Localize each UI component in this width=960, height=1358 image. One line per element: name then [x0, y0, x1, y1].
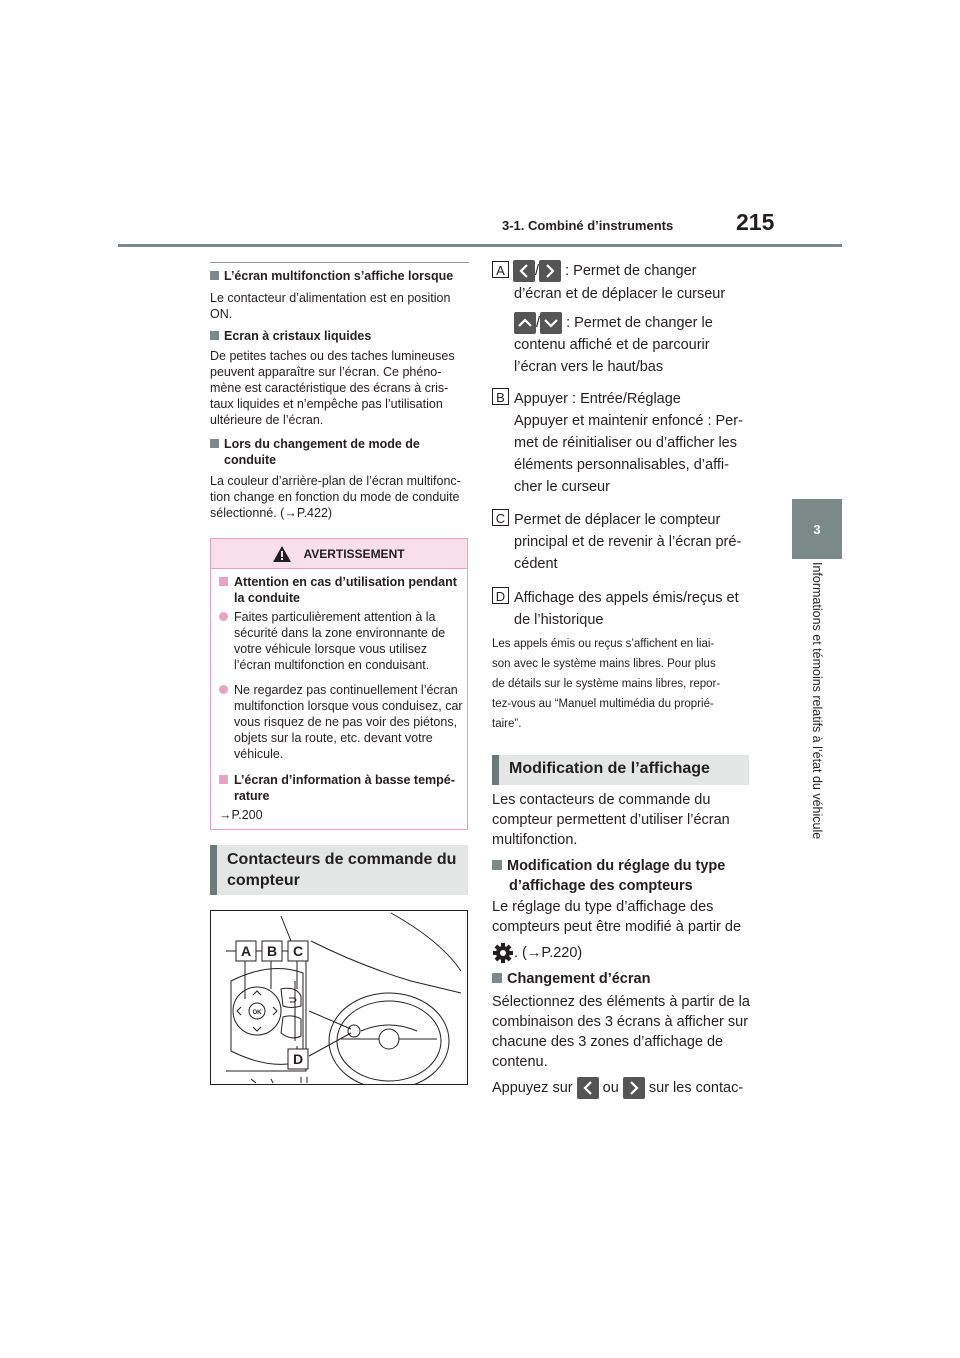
chevron-up-icon	[514, 312, 536, 334]
chevron-left-icon	[513, 260, 535, 282]
item-a-line: d’écran et de déplacer le curseur	[514, 286, 726, 302]
column-rule	[210, 262, 469, 263]
paragraph-1: Le réglage du type d’affichage des compteurs peut être modifié à partir de	[492, 899, 742, 935]
label-c: C	[492, 509, 509, 526]
paragraph-2: Sélectionnez des éléments à partir de la combinaison des 3 écrans à afficher sur chacune des 3 zones d’affichage de contenu.	[492, 994, 750, 1070]
slash: /	[536, 315, 541, 331]
note-text: La couleur d’arrière-plan de l’écran multifonc-tion change en fonction du mode de conduite sélectionné. (→P.422)	[210, 474, 461, 520]
warning-heading-1: Attention en cas d’utilisation pendant la conduite	[219, 574, 464, 606]
warning-triangle-icon	[273, 546, 291, 562]
figure-label-d: D	[292, 1051, 304, 1067]
intro-paragraph: Les contacteurs de commande du compteur permettent d’utiliser l’écran multifonction.	[492, 792, 730, 848]
section-heading-contacteurs: Contacteurs de commande du compteur	[210, 845, 468, 895]
warning-header	[211, 539, 467, 569]
steering-wheel-illustration	[211, 911, 468, 1085]
item-d	[492, 587, 509, 606]
item-a-updown	[514, 312, 774, 334]
chevron-right-icon	[539, 260, 561, 282]
chapter-tab	[792, 499, 842, 559]
paragraph-1-end: . (→P.220)	[492, 942, 752, 964]
note-heading: L’écran multifonction s’affiche lorsque	[224, 269, 454, 283]
chevron-down-icon	[540, 312, 562, 334]
figure-label-b: B	[266, 943, 278, 959]
warning-title: AVERTISSEMENT	[303, 546, 405, 561]
item-b-text: Appuyer : Entrée/Réglage Appuyer et maintenir enfoncé : Per- met de réinitialiser ou d’afficher les éléments personnalisables, d’affi- cher le curseur	[514, 391, 743, 495]
slash: /	[535, 263, 540, 279]
item-a-line: contenu affiché et de parcourir	[514, 337, 710, 353]
gear-icon	[492, 942, 514, 964]
note-item-1	[210, 268, 469, 322]
note-heading: Lors du changement de mode de conduite	[224, 437, 420, 467]
label-d: D	[492, 587, 509, 604]
warning-bullet-2: Ne regardez pas continuellement l’écran multifonction lorsque vous conduisez, car vous risquez de ne pas voir des piétons, objets sur la route, etc. devant votre véhicule.	[219, 682, 464, 762]
ok-button-label: OK	[252, 1010, 262, 1016]
warning-heading-2: L’écran d’information à basse tempé-rature	[219, 772, 464, 804]
item-a-line: l’écran vers le haut/bas	[514, 359, 664, 375]
warning-ref: →P.200	[219, 808, 263, 822]
subheading-2: Changement d’écran	[492, 971, 650, 987]
note-paragraph: Les appels émis ou reçus s’affichent en liai- son avec le système mains libres. Pour plus de détails sur le système mains libres, repor- tez-vous au “Manuel multimédia du proprié- taire”.	[492, 638, 721, 730]
square-bullet-icon	[210, 439, 219, 448]
item-b	[492, 388, 509, 407]
label-b: B	[492, 388, 509, 405]
item-a-line: : Permet de changer le	[566, 315, 713, 331]
square-bullet-icon	[492, 860, 502, 870]
steering-switch-figure	[210, 910, 468, 1085]
square-bullet-icon	[492, 973, 502, 983]
paragraph-3: Appuyez sur ou sur les contac-	[492, 1076, 762, 1100]
square-bullet-icon	[210, 331, 219, 340]
label-a: A	[492, 261, 509, 278]
square-bullet-icon	[210, 271, 219, 280]
chevron-left-icon	[577, 1077, 599, 1099]
note-text: Le contacteur d’alimentation est en position ON.	[210, 291, 451, 321]
figure-label-a: A	[240, 943, 252, 959]
chapter-label	[792, 562, 842, 892]
chapter-number: 3	[813, 521, 821, 537]
chevron-right-icon	[623, 1077, 645, 1099]
figure-label-c: C	[292, 943, 304, 959]
note-heading: Ecran à cristaux liquides	[224, 329, 372, 343]
warning-box	[210, 538, 468, 830]
item-c	[492, 509, 509, 528]
page-number: 215	[736, 209, 775, 235]
section-title: 3-1. Combiné d’instruments	[502, 218, 674, 233]
dot-bullet-icon	[219, 612, 228, 621]
note-item-3	[210, 436, 469, 521]
note-item-2	[210, 328, 469, 428]
square-bullet-icon	[219, 775, 228, 784]
item-d-text: Affichage des appels émis/reçus et de l’historique	[514, 590, 739, 628]
item-a-line: : Permet de changer	[565, 263, 697, 279]
square-bullet-icon	[219, 577, 228, 586]
warning-bullet-1: Faites particulièrement attention à la sécurité dans la zone environnante de votre véhicule lorsque vous utilisez l’écran multifonction en conduisant.	[219, 609, 464, 673]
note-text: De petites taches ou des taches lumineuses peuvent apparaître sur l’écran. Ce phéno-mène est caractéristique des écrans à cris-taux liquides et n’empêche pas l’utilisation ultérieure de l’écran.	[210, 349, 455, 427]
chapter-label-text: Informations et témoins relatifs à l’état du véhicule	[810, 562, 824, 840]
subheading-1: Modification du réglage du type d’affichage des compteurs	[492, 856, 752, 896]
item-a	[492, 260, 772, 282]
dot-bullet-icon	[219, 685, 228, 694]
section-heading-modification: Modification de l’affichage	[492, 755, 749, 785]
item-c-text: Permet de déplacer le compteur principal et de revenir à l’écran pré- cédent	[514, 512, 742, 572]
header-rule	[118, 244, 842, 247]
